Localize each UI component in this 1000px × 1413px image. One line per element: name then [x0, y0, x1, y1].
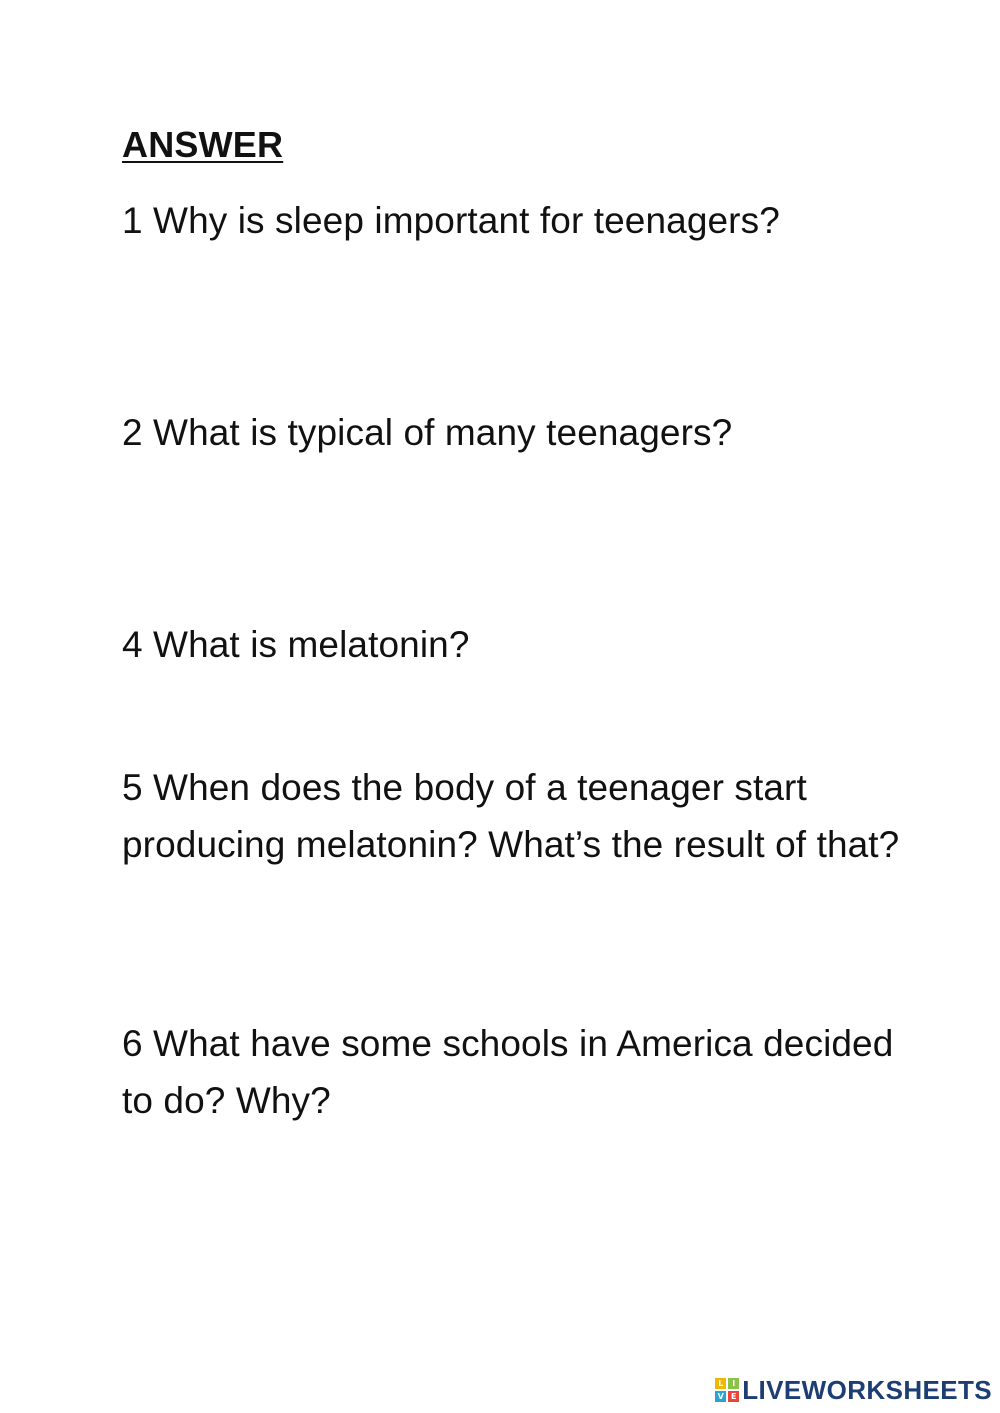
question-1: 1 Why is sleep important for teenagers?: [122, 200, 780, 241]
question-6: 6 What have some schools in America decided to do? Why?: [122, 1023, 894, 1121]
logo-letter-e: E: [728, 1391, 739, 1402]
liveworksheets-watermark: [715, 1375, 992, 1405]
question-5: 5 When does the body of a teenager start producing melatonin? What’s the result of that?: [122, 767, 900, 865]
liveworksheets-logo-icon: [715, 1378, 739, 1402]
logo-letter-l: L: [715, 1378, 726, 1389]
brand-name: LIVEWORKSHEETS: [742, 1374, 992, 1405]
page-heading: ANSWER: [122, 124, 284, 165]
question-4: 4 What is melatonin?: [122, 624, 470, 665]
logo-letter-v: V: [715, 1391, 726, 1402]
logo-letter-i: I: [728, 1378, 739, 1389]
question-2: 2 What is typical of many teenagers?: [122, 412, 733, 453]
